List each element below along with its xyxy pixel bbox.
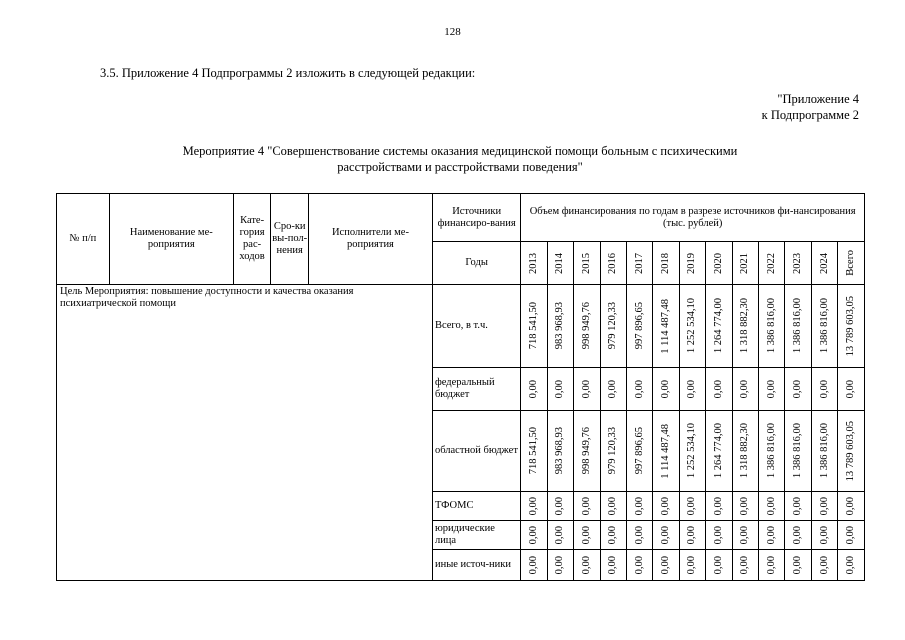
value-cell [759, 521, 785, 550]
financing-table [56, 193, 865, 581]
value-cell [547, 521, 573, 550]
value-cell [626, 492, 652, 521]
value-cell [653, 550, 679, 581]
value-text: 0,00 [765, 555, 777, 575]
year-label: 2024 [818, 252, 830, 274]
value-text: 1 386 816,00 [765, 298, 777, 354]
value-text: 0,00 [686, 496, 698, 516]
value-cell [600, 492, 626, 521]
value-text: 0,00 [554, 379, 566, 399]
value-text: 0,00 [739, 525, 751, 545]
value-text: 0,00 [818, 496, 830, 516]
value-cell [759, 285, 785, 368]
value-cell [759, 411, 785, 492]
value-cell [706, 285, 732, 368]
value-text: 1 318 882,30 [739, 423, 751, 479]
value-cell [574, 285, 600, 368]
value-text: 997 896,65 [633, 302, 645, 350]
value-cell [521, 411, 547, 492]
value-cell [521, 550, 547, 581]
year-label: 2020 [712, 252, 724, 274]
value-text: 1 386 816,00 [818, 423, 830, 479]
value-text: 983 968,93 [554, 302, 566, 350]
value-text: 1 114 487,48 [660, 298, 672, 354]
value-text: 1 264 774,00 [712, 298, 724, 354]
value-cell [732, 521, 758, 550]
title-line-2: расстройствами и расстройствами поведения" [337, 160, 583, 174]
value-text: 0,00 [528, 379, 540, 399]
value-text: 1 386 816,00 [818, 298, 830, 354]
value-text: 0,00 [792, 555, 804, 575]
value-text: 0,00 [739, 496, 751, 516]
value-cell [521, 285, 547, 368]
year-header [679, 242, 705, 285]
value-cell [600, 368, 626, 411]
value-cell [838, 521, 865, 550]
value-cell [732, 368, 758, 411]
value-cell [547, 285, 573, 368]
value-text: 0,00 [818, 555, 830, 575]
value-text: 0,00 [686, 555, 698, 575]
value-cell [732, 492, 758, 521]
value-text: 998 949,76 [580, 302, 592, 350]
value-cell [600, 411, 626, 492]
source-cell: областной бюджет [432, 411, 520, 492]
year-header [547, 242, 573, 285]
value-text: 0,00 [792, 525, 804, 545]
source-cell: федеральный бюджет [432, 368, 520, 411]
value-text: 718 541,50 [528, 427, 540, 475]
appendix-reference [762, 91, 859, 123]
value-cell [600, 285, 626, 368]
header-category: Кате-гория рас-ходов [233, 194, 271, 285]
table-row [57, 285, 865, 368]
value-cell [679, 411, 705, 492]
value-text: 0,00 [580, 496, 592, 516]
value-text: 0,00 [660, 379, 672, 399]
value-cell [626, 368, 652, 411]
year-label: 2021 [739, 252, 751, 274]
value-text: 0,00 [818, 379, 830, 399]
value-text: 0,00 [792, 379, 804, 399]
value-cell [547, 411, 573, 492]
value-cell [679, 521, 705, 550]
value-cell [679, 492, 705, 521]
value-cell [547, 368, 573, 411]
intro-text: 3.5. Приложение 4 Подпрограммы 2 изложить в следующей редакции: [100, 66, 476, 80]
year-header [785, 242, 811, 285]
year-header [653, 242, 679, 285]
value-text: 0,00 [739, 379, 751, 399]
appendix-line-2: к Подпрограмме 2 [761, 108, 859, 122]
value-text: 0,00 [712, 525, 724, 545]
value-cell [626, 521, 652, 550]
value-cell [811, 285, 837, 368]
source-cell: Всего, в т.ч. [432, 285, 520, 368]
value-text: 0,00 [660, 555, 672, 575]
value-cell [547, 492, 573, 521]
value-cell [732, 550, 758, 581]
header-years: Годы [432, 242, 520, 285]
year-label: 2015 [580, 252, 592, 274]
value-text: 0,00 [845, 525, 857, 545]
year-header [521, 242, 547, 285]
value-text: 0,00 [660, 525, 672, 545]
header-num: № п/п [57, 194, 110, 285]
value-cell [706, 411, 732, 492]
value-text: 0,00 [845, 496, 857, 516]
value-cell [838, 492, 865, 521]
value-cell [653, 411, 679, 492]
value-text: 1 264 774,00 [712, 423, 724, 479]
year-header [600, 242, 626, 285]
value-text: 0,00 [528, 496, 540, 516]
value-text: 1 252 534,10 [686, 298, 698, 354]
value-cell [811, 368, 837, 411]
document-title [110, 143, 810, 175]
value-text: 0,00 [607, 496, 619, 516]
value-cell [574, 492, 600, 521]
value-text: 0,00 [554, 525, 566, 545]
value-text: 0,00 [712, 496, 724, 516]
value-cell [626, 411, 652, 492]
year-label: Всего [845, 250, 857, 276]
value-text: 1 318 882,30 [739, 298, 751, 354]
year-label: 2022 [765, 252, 777, 274]
year-label: 2013 [528, 252, 540, 274]
year-header [574, 242, 600, 285]
value-text: 0,00 [739, 555, 751, 575]
value-cell [811, 550, 837, 581]
year-label: 2016 [607, 252, 619, 274]
value-text: 0,00 [765, 496, 777, 516]
header-volume: Объем финансирования по годам в разрезе источников фи-нансирования (тыс. рублей) [521, 194, 865, 242]
value-cell [811, 521, 837, 550]
value-cell [574, 550, 600, 581]
value-cell [785, 285, 811, 368]
year-header [732, 242, 758, 285]
value-cell [706, 550, 732, 581]
value-text: 0,00 [660, 496, 672, 516]
year-header [706, 242, 732, 285]
value-cell [732, 285, 758, 368]
value-text: 998 949,76 [580, 427, 592, 475]
value-cell [574, 411, 600, 492]
value-text: 13 789 603,05 [845, 295, 857, 357]
value-text: 983 968,93 [554, 427, 566, 475]
year-header [626, 242, 652, 285]
value-text: 13 789 603,05 [845, 420, 857, 482]
value-text: 0,00 [580, 525, 592, 545]
source-cell: ТФОМС [432, 492, 520, 521]
value-cell [838, 368, 865, 411]
value-text: 0,00 [580, 379, 592, 399]
value-text: 0,00 [845, 379, 857, 399]
value-text: 0,00 [607, 379, 619, 399]
value-text: 1 386 816,00 [765, 423, 777, 479]
value-cell [811, 411, 837, 492]
value-cell [679, 285, 705, 368]
source-cell: юридические лица [432, 521, 520, 550]
value-cell [811, 492, 837, 521]
value-text: 997 896,65 [633, 427, 645, 475]
value-cell [838, 550, 865, 581]
value-text: 1 386 816,00 [792, 298, 804, 354]
value-cell [653, 521, 679, 550]
year-header [838, 242, 865, 285]
value-cell [653, 492, 679, 521]
value-text: 0,00 [633, 555, 645, 575]
year-label: 2019 [686, 252, 698, 274]
value-text: 0,00 [633, 496, 645, 516]
year-header [759, 242, 785, 285]
value-cell [600, 550, 626, 581]
value-cell [679, 368, 705, 411]
value-cell [600, 521, 626, 550]
value-text: 1 386 816,00 [792, 423, 804, 479]
appendix-line-1: "Приложение 4 [777, 92, 859, 106]
value-cell [574, 521, 600, 550]
year-label: 2017 [633, 252, 645, 274]
value-text: 0,00 [792, 496, 804, 516]
value-cell [653, 368, 679, 411]
value-cell [521, 521, 547, 550]
value-cell [521, 368, 547, 411]
page-number: 128 [444, 26, 461, 38]
value-text: 0,00 [845, 555, 857, 575]
value-text: 718 541,50 [528, 302, 540, 350]
year-header [811, 242, 837, 285]
value-cell [706, 521, 732, 550]
value-cell [626, 550, 652, 581]
value-cell [547, 550, 573, 581]
value-cell [785, 411, 811, 492]
value-cell [838, 411, 865, 492]
value-text: 0,00 [686, 525, 698, 545]
value-cell [574, 368, 600, 411]
value-text: 0,00 [528, 525, 540, 545]
value-text: 0,00 [686, 379, 698, 399]
value-cell [759, 492, 785, 521]
value-text: 979 120,33 [607, 302, 619, 350]
value-text: 0,00 [554, 496, 566, 516]
value-text: 0,00 [528, 555, 540, 575]
header-name: Наименование ме-роприятия [109, 194, 233, 285]
header-terms: Сро-ки вы-пол-нения [271, 194, 309, 285]
value-cell [838, 285, 865, 368]
goal-cell: Цель Мероприятия: повышение доступности и качества оказания психиатрической помощи [57, 285, 433, 581]
header-executors: Исполнители ме-роприятия [308, 194, 432, 285]
title-line-1: Мероприятие 4 "Совершенствование системы оказания медицинской помощи больным с психическими [182, 144, 738, 158]
header-sources: Источники финансиро-вания [432, 194, 520, 242]
value-text: 0,00 [580, 555, 592, 575]
value-text: 0,00 [712, 379, 724, 399]
value-cell [785, 368, 811, 411]
value-text: 1 114 487,48 [660, 423, 672, 479]
year-label: 2014 [554, 252, 566, 274]
value-cell [653, 285, 679, 368]
value-text: 0,00 [554, 555, 566, 575]
value-text: 0,00 [633, 525, 645, 545]
value-text: 0,00 [607, 555, 619, 575]
value-cell [706, 492, 732, 521]
value-cell [706, 368, 732, 411]
source-cell: иные источ-ники [432, 550, 520, 581]
value-cell [732, 411, 758, 492]
value-cell [785, 521, 811, 550]
value-cell [521, 492, 547, 521]
value-cell [759, 550, 785, 581]
value-cell [785, 550, 811, 581]
value-text: 0,00 [765, 379, 777, 399]
year-label: 2023 [792, 252, 804, 274]
value-text: 0,00 [818, 525, 830, 545]
value-cell [759, 368, 785, 411]
value-cell [626, 285, 652, 368]
value-text: 0,00 [765, 525, 777, 545]
year-label: 2018 [660, 252, 672, 274]
value-cell [785, 492, 811, 521]
value-text: 0,00 [607, 525, 619, 545]
value-text: 0,00 [712, 555, 724, 575]
value-text: 1 252 534,10 [686, 423, 698, 479]
value-text: 0,00 [633, 379, 645, 399]
value-cell [679, 550, 705, 581]
value-text: 979 120,33 [607, 427, 619, 475]
